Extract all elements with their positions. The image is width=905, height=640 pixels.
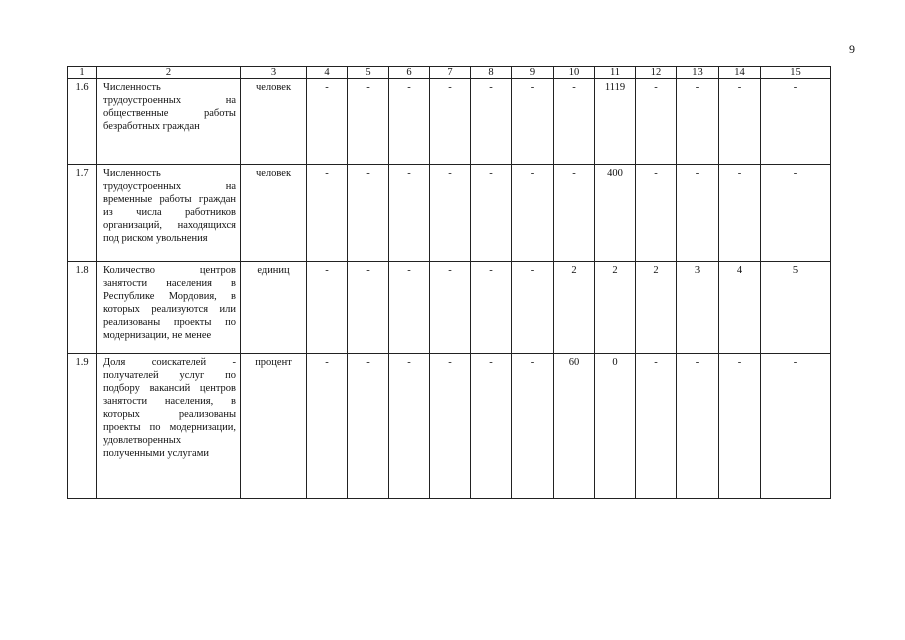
value-cell: - [471,354,512,499]
value-cell: 1119 [595,79,636,165]
table-row [68,165,831,262]
column-header: 11 [595,67,636,79]
value-cell: - [471,165,512,262]
unit-of-measure: процент [241,354,307,499]
value-cell: - [348,165,389,262]
indicator-name: Количество центров занятости населения в Республике Мордовия, в которых реализуются или реализованы проекты по модернизации, не менее [97,262,241,354]
value-cell: 0 [595,354,636,499]
value-cell: - [677,354,719,499]
value-cell: - [636,165,677,262]
column-header: 6 [389,67,430,79]
value-cell: - [554,79,595,165]
unit-of-measure: человек [241,79,307,165]
column-header: 2 [97,67,241,79]
column-header: 8 [471,67,512,79]
unit-of-measure: человек [241,165,307,262]
column-header: 1 [68,67,97,79]
value-cell: - [307,354,348,499]
value-cell: - [719,165,761,262]
indicator-name: Численность трудоустроенных на временные работы граждан из числа работников организаций, находящихся под риском увольнения [97,165,241,262]
value-cell: - [761,79,831,165]
row-number: 1.8 [68,262,97,354]
value-cell: - [719,79,761,165]
column-header: 4 [307,67,348,79]
value-cell: - [307,165,348,262]
column-number-header-row [68,67,831,79]
value-cell: - [471,262,512,354]
value-cell: 5 [761,262,831,354]
row-number: 1.7 [68,165,97,262]
value-cell: - [761,165,831,262]
value-cell: - [677,79,719,165]
value-cell: - [512,262,554,354]
row-number: 1.9 [68,354,97,499]
value-cell: - [430,79,471,165]
table-row [68,79,831,165]
value-cell: - [307,79,348,165]
value-cell: - [512,354,554,499]
value-cell: - [554,165,595,262]
column-header: 5 [348,67,389,79]
table-row [68,262,831,354]
value-cell: - [348,354,389,499]
unit-of-measure: единиц [241,262,307,354]
value-cell: - [348,79,389,165]
value-cell: - [430,354,471,499]
value-cell: - [636,79,677,165]
value-cell: - [761,354,831,499]
value-cell: - [430,262,471,354]
column-header: 9 [512,67,554,79]
value-cell: - [512,165,554,262]
value-cell: 2 [595,262,636,354]
value-cell: 4 [719,262,761,354]
value-cell: 400 [595,165,636,262]
value-cell: - [389,354,430,499]
page-number: 9 [849,42,855,56]
table-row [68,354,831,499]
indicator-name: Численность трудоустроенных на общественные работы безработных граждан [97,79,241,165]
value-cell: 2 [554,262,595,354]
column-header: 14 [719,67,761,79]
value-cell: - [719,354,761,499]
value-cell: - [512,79,554,165]
value-cell: - [389,165,430,262]
value-cell: - [471,79,512,165]
column-header: 7 [430,67,471,79]
value-cell: 60 [554,354,595,499]
value-cell: - [348,262,389,354]
column-header: 13 [677,67,719,79]
value-cell: - [430,165,471,262]
indicators-table [67,66,831,499]
column-header: 10 [554,67,595,79]
column-header: 3 [241,67,307,79]
column-header: 12 [636,67,677,79]
value-cell: - [636,354,677,499]
value-cell: - [389,262,430,354]
row-number: 1.6 [68,79,97,165]
value-cell: 3 [677,262,719,354]
value-cell: - [677,165,719,262]
value-cell: 2 [636,262,677,354]
value-cell: - [389,79,430,165]
indicator-name: Доля соискателей - получателей услуг по подбору вакансий центров занятости населения, в которых реализованы проекты по модернизации, удовлетворенных полученными услугами [97,354,241,499]
value-cell: - [307,262,348,354]
column-header: 15 [761,67,831,79]
